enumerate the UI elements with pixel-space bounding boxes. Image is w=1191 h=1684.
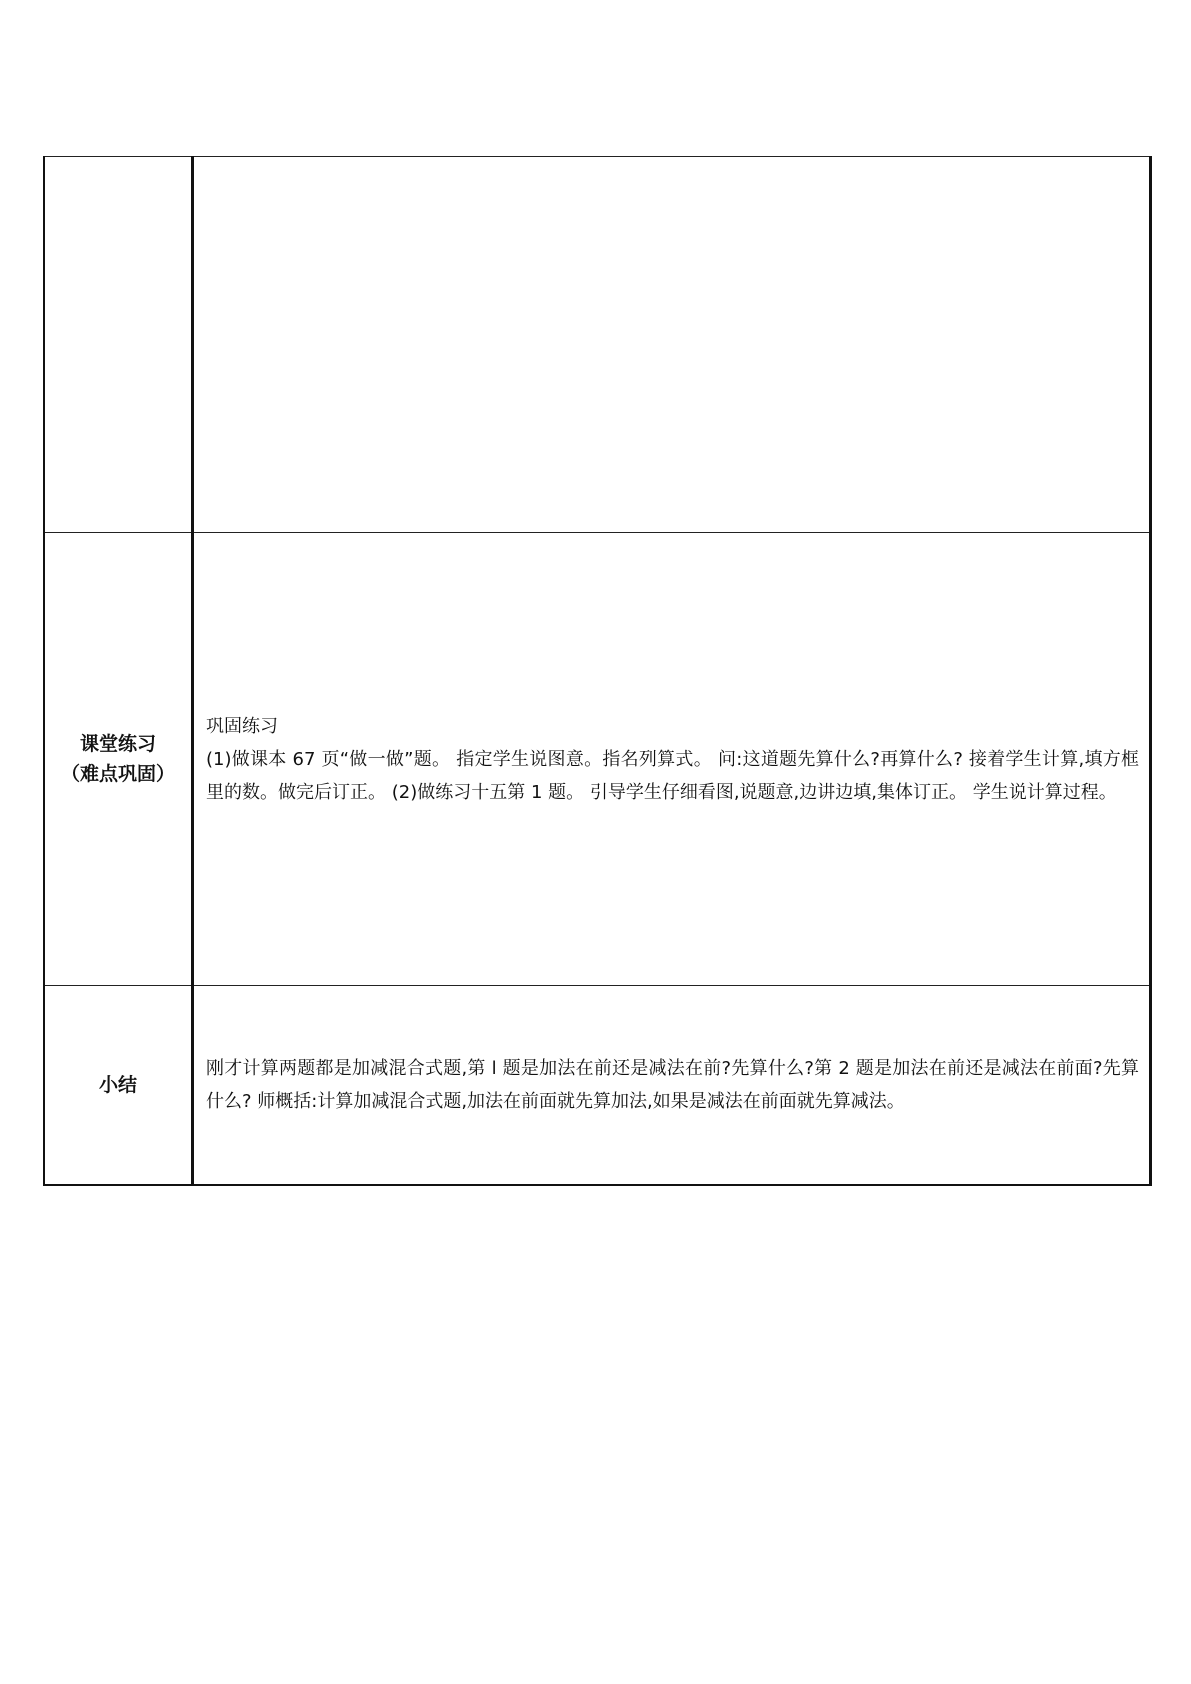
row-content-cell	[193, 533, 1151, 986]
practice-heading: 巩固练习	[206, 715, 278, 737]
row-content-cell	[193, 157, 1151, 533]
row-label-cell	[44, 157, 193, 533]
table-row-summary	[44, 986, 1151, 1186]
table-row	[44, 157, 1151, 533]
practice-text: (1)做课本 67 页“做一做”题。 指定学生说图意。指名列算式。 问:这道题先算什么?再算什么? 接着学生计算,填方框里的数。做完后订正。 (2)做练习十五第 1 题。 引导学生仔细看图,说题意,边讲边填,集体订正。 学生说计算过程。	[206, 748, 1139, 803]
row-label-cell	[44, 986, 193, 1186]
practice-sublabel: （难点巩固）	[60, 763, 175, 785]
lesson-plan-table	[43, 156, 1152, 1186]
row-label-cell	[44, 533, 193, 986]
practice-label: 课堂练习	[79, 733, 156, 755]
summary-text: 刚才计算两题都是加减混合式题,第 l 题是加法在前还是减法在前?先算什么?第 2 题是加法在前还是减法在前面?先算什么? 师概括:计算加减混合式题,加法在前面就先算加法,如果是减法在前面就先算减法。	[206, 1058, 1139, 1112]
summary-label: 小结	[98, 1074, 137, 1096]
table-row-practice	[44, 533, 1151, 986]
row-content-cell	[193, 986, 1151, 1186]
